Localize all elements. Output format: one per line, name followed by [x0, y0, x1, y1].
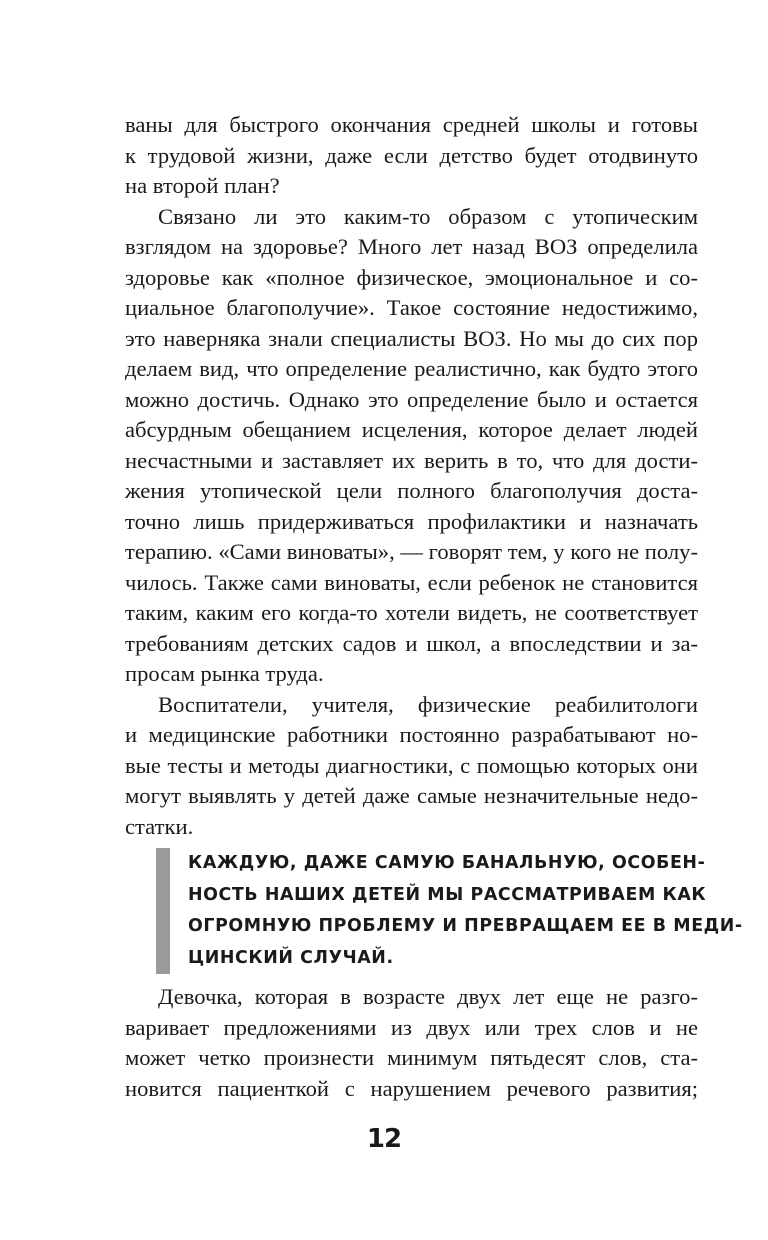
- text-line: и медицинские работники постоянно разрабатывают но-: [125, 722, 698, 747]
- text-line: делаем вид, что определение реалистично, как будто этого: [125, 356, 698, 381]
- text-line: можно достичь. Однако это определение было и остается: [125, 386, 698, 412]
- pull-quote: [156, 848, 743, 974]
- text-line: просам рынка труда.: [125, 661, 324, 686]
- text-line: НОСТЬ НАШИХ ДЕТЕЙ МЫ РАССМАТРИВАЕМ КАК: [188, 884, 707, 905]
- text-line: могут выявлять у детей даже самые незначительные недо-: [125, 783, 698, 808]
- text-line: КАЖДУЮ, ДАЖЕ САМУЮ БАНАЛЬНУЮ, ОСОБЕН-: [188, 853, 706, 873]
- text-line: несчастными и заставляет их верить в то, что для дости-: [125, 447, 698, 473]
- text-line: терапию. «Сами виноваты», — говорят тем, у кого не полу-: [125, 539, 698, 564]
- text-line: к трудовой жизни, даже если детство будет отодвинуто: [125, 142, 698, 168]
- text-line: на второй план?: [125, 173, 280, 198]
- text-line: ваны для быстрого окончания средней школы и готовы: [125, 112, 698, 137]
- text-line: варивает предложениями из двух или трех слов и не: [125, 1014, 698, 1040]
- text-line: Воспитатели, учителя, физические реабилитологи: [158, 691, 698, 717]
- text-line: статки.: [125, 813, 194, 839]
- text-line: ЦИНСКИЙ СЛУЧАЙ.: [188, 947, 394, 968]
- text-line: точно лишь придерживаться профилактики и назначать: [125, 508, 698, 534]
- text-line: жения утопической цели полного благополучия доста-: [125, 478, 698, 503]
- body-text-top: [125, 110, 698, 842]
- text-line: вые тесты и методы диагностики, с помощью которых они: [125, 752, 698, 778]
- text-line: новится пациенткой с нарушением речевого развития;: [125, 1075, 698, 1101]
- text-line: здоровье как «полное физическое, эмоциональное и со-: [125, 264, 698, 290]
- text-line: взглядом на здоровье? Много лет назад ВОЗ определила: [125, 234, 698, 259]
- text-line: чилось. Также сами виноваты, если ребенок не становится: [125, 569, 698, 595]
- text-line: ОГРОМНУЮ ПРОБЛЕМУ И ПРЕВРАЩАЕМ ЕЕ В МЕДИ-: [188, 916, 743, 936]
- page-number: 12: [366, 1124, 402, 1154]
- text-line: Девочка, которая в возрасте двух лет еще не разго-: [158, 984, 698, 1009]
- text-line: может четко произнести минимум пятьдесят слов, ста-: [125, 1045, 698, 1070]
- text-line: абсурдным обещанием исцеления, которое делает людей: [125, 417, 698, 442]
- text-line: Связано ли это каким-то образом с утопическим: [158, 203, 698, 229]
- text-line: это наверняка знали специалисты ВОЗ. Но мы до сих пор: [125, 325, 698, 351]
- body-text-bottom: [125, 982, 698, 1104]
- text-line: циальное благополучие». Такое состояние недостижимо,: [125, 295, 698, 320]
- text-line: таким, каким его когда-то хотели видеть, не соответствует: [125, 600, 698, 625]
- text-line: требованиям детских садов и школ, а впоследствии и за-: [125, 630, 698, 656]
